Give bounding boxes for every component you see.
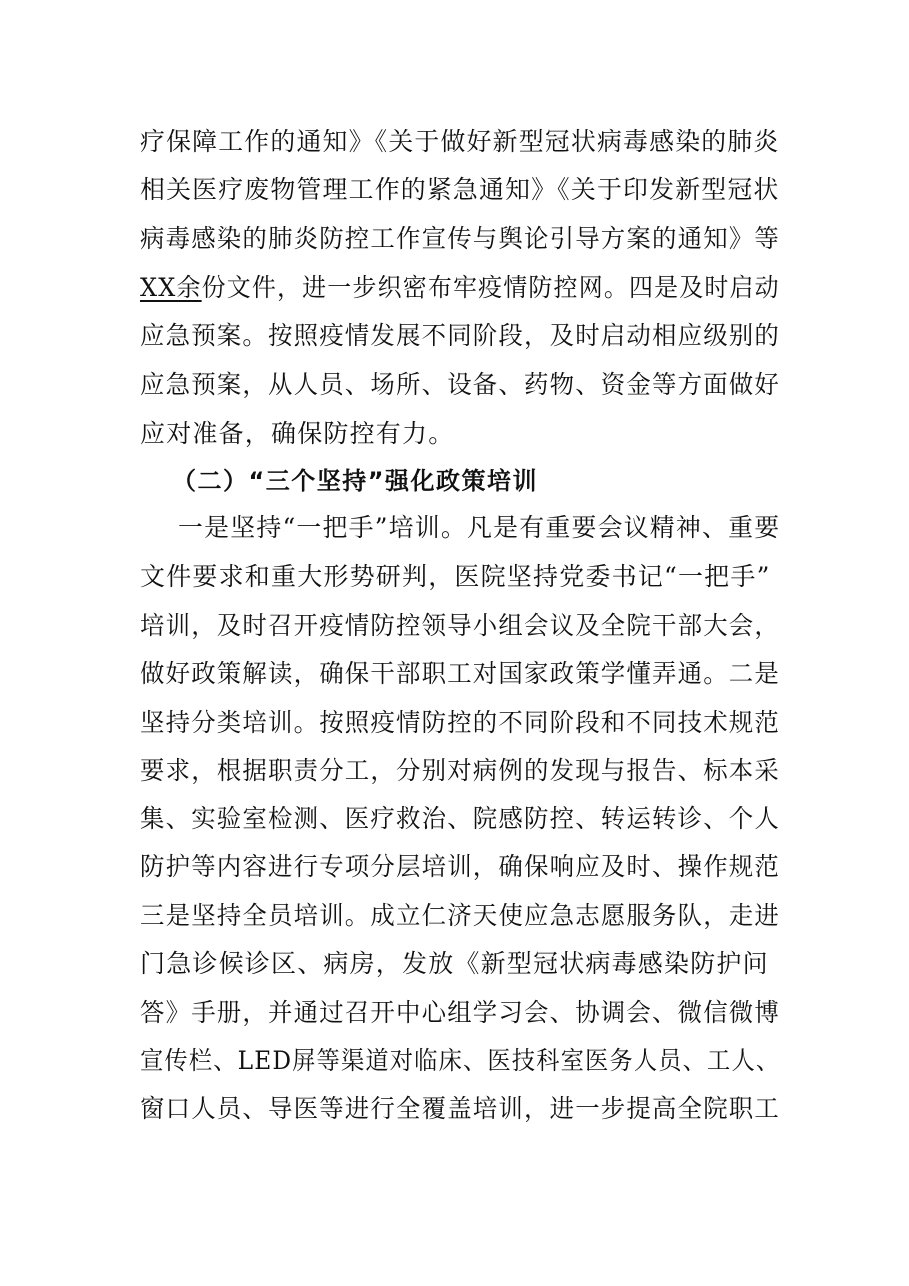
paragraph-line: 坚持分类培训。按照疫情防控的不同阶段和不同技术规范 [140, 708, 781, 737]
underlined-placeholder: XX余 [140, 273, 202, 302]
paragraph-line: 防护等内容进行专项分层培训，确保响应及时、操作规范 [140, 852, 781, 881]
paragraph-line: 文件要求和重大形势研判，医院坚持党委书记“一把手” [140, 562, 771, 591]
paragraph-line: 疗保障工作的通知》《关于做好新型冠状病毒感染的肺炎 [140, 127, 780, 156]
paragraph-line: 宣传栏、LED屏等渠道对临床、医技科室医务人员、工人、 [140, 1046, 781, 1075]
paragraph-line: 做好政策解读，确保干部职工对国家政策学懂弄通。二是 [140, 659, 781, 688]
paragraph-line: 窗口人员、导医等进行全覆盖培训，进一步提高全院职工 [140, 1094, 781, 1123]
paragraph-line: 集、实验室检测、医疗救治、院感防控、转运转诊、个人 [140, 804, 781, 833]
paragraph-line: 病毒感染的肺炎防控工作宣传与舆论引导方案的通知》等 [140, 224, 781, 253]
paragraph-line: 要求，根据职责分工，分别对病例的发现与报告、标本采 [140, 756, 781, 785]
paragraph-line: 培训，及时召开疫情防控领导小组会议及全院干部大会， [140, 611, 781, 640]
paragraph-line: 相关医疗废物管理工作的紧急通知》《关于印发新型冠状 [140, 175, 780, 204]
paragraph-line: 门急诊候诊区、病房，发放《新型冠状病毒感染防护问 [140, 949, 769, 978]
paragraph-line: 应急预案。按照疫情发展不同阶段，及时启动相应级别的 [140, 321, 781, 350]
paragraph-line [140, 268, 780, 308]
paragraph-line: 三是坚持全员培训。成立仁济天使应急志愿服务队，走进 [140, 901, 781, 930]
paragraph-line: 应急预案，从人员、场所、设备、药物、资金等方面做好 [140, 370, 781, 399]
paragraph-line: 应对准备，确保防控有力。 [140, 419, 455, 448]
paragraph-line: 答》手册，并通过召开中心组学习会、协调会、微信微博 [140, 998, 781, 1027]
paragraph-line-rest: 份文件，进一步织密布牢疫情防控网。四是及时启动 [201, 273, 780, 302]
section-heading: （二）“三个坚持”强化政策培训 [172, 467, 539, 495]
paragraph-line: 一是坚持“一把手”培训。凡是有重要会议精神、重要 [178, 513, 781, 542]
